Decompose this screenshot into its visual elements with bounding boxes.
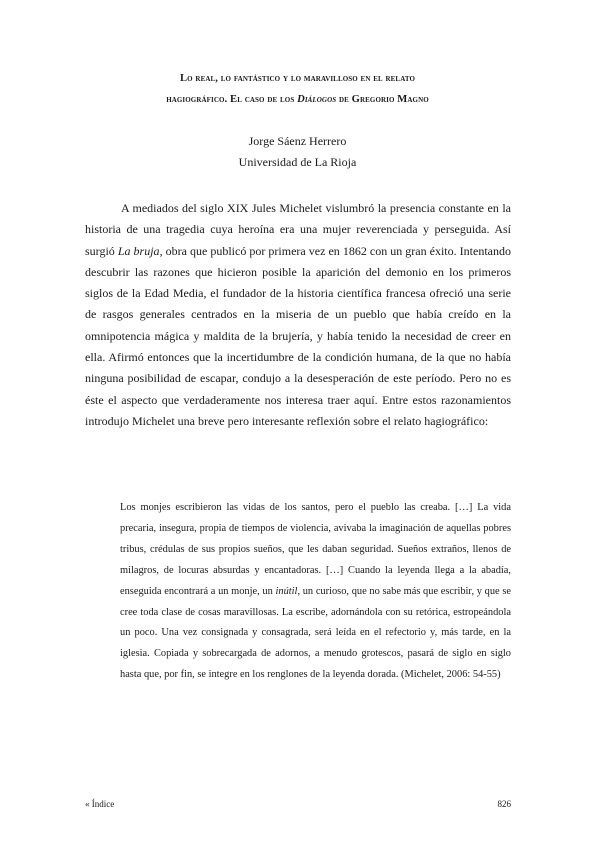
quote-part-b: , un curioso, que no sabe más que escribir, y que se cree toda clase de cosas maravillosas. La escribe, adornándola con su retórica, estropeándola un poco. Una vez consignada y consagrada, será leída en el refectorio y, más tarde, en la iglesia. Copiada y sobrecargada de adornos, a menudo grotescos, pasará de siglo en siglo hasta que, por fin, se integre en los renglones de la leyenda dorada. (Michelet, 2006: 54-55) [120, 585, 511, 681]
body-text [85, 198, 511, 432]
title-line-1: Lo real, lo fantástico y lo maravilloso en el relato [179, 73, 416, 84]
title-line-2-end: de Gregorio Magno [336, 94, 429, 105]
paragraph-1 [85, 198, 511, 432]
title-italic-dialogos: Diálogos [297, 94, 337, 105]
author-affiliation: Universidad de La Rioja [238, 155, 357, 169]
author-block [72, 131, 523, 173]
quote-part-a: Los monjes escribieron las vidas de los santos, pero el pueblo las creaba. […] La vida precaria, insegura, propia de tiempos de violencia, avivaba la imaginación de aquellas pobres tribus, crédulas de sus propios sueños, que les daban seguridad. Sueños extraños, llenos de milagros, de locuras absurdas y encantadoras. […] Cuando la leyenda llega a la abadía, enseguida encontrará a un monje, un [120, 502, 511, 597]
paragraph-1-part-a: A mediados del siglo XIX Jules Michelet vislumbró la presencia constante en la historia de una tragedia cuya heroína era una mujer reverenciada y perseguida. Así surgió [85, 201, 511, 258]
index-link[interactable]: « Índice [85, 799, 115, 809]
title-line-2-start: hagiográfico. El caso de los [166, 94, 298, 105]
quote-italic-inutil: inútil [275, 585, 298, 597]
author-name: Jorge Sáenz Herrero [248, 134, 347, 148]
quote-paragraph [120, 498, 511, 686]
page-footer [85, 799, 511, 813]
title-line-2 [72, 89, 523, 110]
page-number: 826 [497, 799, 511, 809]
paragraph-1-part-b: , obra que publicó por primera vez en 1862 con un gran éxito. Intentando descubrir las razones que hicieron posible la aparición del demonio en los primeros siglos de la Edad Media, el fundador de la historia científica francesa ofreció una serie de rasgos generales centrados en la miseria de un pueblo que había creído en la omnipotencia mágica y maldita de la brujería, y había tenido la necesidad de creer en ella. Afirmó entonces que la incertidumbre de la condición humana, de la que no había ninguna posibilidad de escapar, condujo a la desesperación de este período. Pero no es éste el aspecto que verdaderamente nos interesa traer aquí. Entre estos razonamientos introdujo Michelet una breve pero interesante reflexión sobre el relato hagiográfico: [85, 243, 511, 428]
book-title-la-bruja: La bruja [117, 243, 160, 258]
paper-title [72, 68, 523, 110]
block-quote [120, 498, 511, 686]
